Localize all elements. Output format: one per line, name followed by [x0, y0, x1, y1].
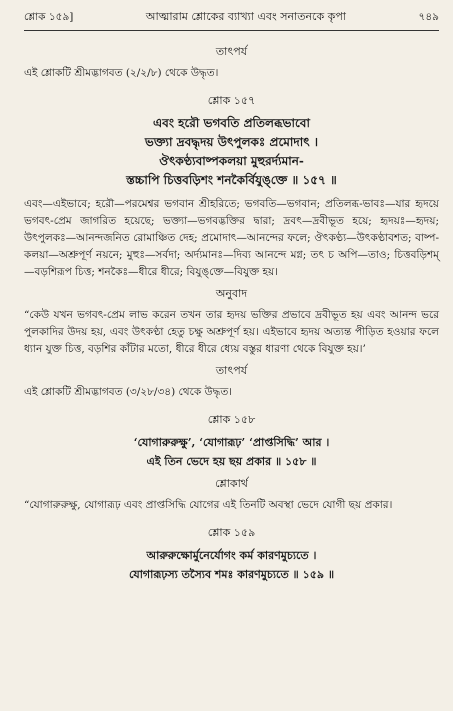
anubad-heading: অনুবাদ	[215, 287, 248, 300]
verse-157-section	[24, 92, 439, 401]
verse-157-line: স্তচ্চাপি চিত্তবড়িশং শনকৈর্বিযুঙ্‌ক্তে ॥ ১৫৭ ॥	[126, 173, 337, 187]
verse-159-line: যোগারূঢ়স্য তস্যৈব শমঃ কারণমুচ্যতে ॥ ১৫৯ ॥	[128, 568, 335, 581]
verse-157-line: ঔৎকণ্ঠ্যবাষ্পকলয়া মুহুরর্দ্যমান-	[159, 154, 304, 168]
verse-158-line: ‘যোগারুরুক্ষু’, ‘যোগারূঢ়’ ‘প্রাপ্তসিদ্ধি’ আর ।	[133, 436, 330, 449]
verse-158-section	[24, 411, 439, 514]
verse-159-heading: শ্লোক ১৫৯	[207, 526, 256, 539]
header-verse-ref: শ্লোক ১৫৯]	[24, 11, 74, 23]
verse-158-meaning: “যোগারুরুক্ষু, যোগারূঢ় এবং প্রাপ্তসিদ্ধি যোগের এই তিনটি অবস্থা ভেদে যোগী ছয় প্রকার।	[24, 499, 393, 511]
tatparya-section-1	[24, 43, 439, 82]
tatparya-text: এই শ্লোকটি শ্রীমদ্ভাগবত (২/২/৮) থেকে উদ্ধৃত।	[24, 67, 219, 79]
verse-157-heading: শ্লোক ১৫৭	[207, 94, 256, 107]
verse-159-section	[24, 524, 439, 584]
verse-158-heading: শ্লোক ১৫৮	[207, 413, 256, 426]
verse-157-translation: “কেউ যখন ভগবৎ-প্রেম লাভ করেন তখন তার হৃদয় ভক্তির প্রভাবে দ্রবীভূত হয় এবং আনন্দ ভরে পুলকাদির উদয় হয়, এবং উৎকণ্ঠা হেতু চক্ষু অশ্রুপূর্ণ হয়। এইভাবে হৃদয় অত্যন্ত পীড়িত হওয়ার ফলে ধ্যান যুক্ত চিত্ত, বড়শির কাঁটার মতো, ধীরে ধীরে ধ্যেয় বস্তুর ধারণা থেকে বিযুক্ত হয়।’	[24, 309, 439, 355]
verse-157-line: ভক্ত্যা দ্রবদ্ধৃদয় উৎপুলকঃ প্রমোদাৎ ।	[144, 135, 319, 149]
running-header	[24, 8, 439, 31]
header-title: আত্মারাম শ্লোকের ব্যাখ্যা এবং সনাতনকে কৃপা	[145, 10, 346, 23]
tatparya-heading: তাৎপর্য	[215, 45, 248, 58]
tatparya-heading: তাৎপর্য	[215, 364, 248, 377]
page-number: ৭৪৯	[418, 11, 439, 23]
verse-157-tatparya: এই শ্লোকটি শ্রীমদ্ভাগবত (৩/২৮/৩৪) থেকে উদ্ধৃত।	[24, 386, 233, 398]
verse-159-line: আরুরুক্ষোর্মুনের্যোগং কর্ম কারণমুচ্যতে ।	[146, 549, 317, 562]
verse-157-line: এবং হরৌ ভগবতি প্রতিলব্ধভাবো	[153, 116, 310, 130]
shlokartha-heading: শ্লোকার্থ	[215, 477, 248, 490]
verse-158-line: এই তিন ভেদে হয় ছয় প্রকার ॥ ১৫৮ ॥	[146, 455, 317, 468]
verse-157-synonyms: এবং—এইভাবে; হরৌ—পরমেশ্বর ভগবান শ্রীহরিতে; ভগবতি—ভগবান; প্রতিলব্ধ-ভাবঃ—যার হৃদয়ে ভগবৎ-প্রেম জাগরিত হয়েছে; ভক্ত্যা—ভগবদ্ভক্তির দ্বারা; দ্রবৎ—দ্রবীভূত হয়ে; হৃদয়ঃ—হৃদয়; উৎপুলকঃ—আনন্দজনিত রোমাঞ্চিত দেহ; প্রমোদাৎ—আনন্দের ফলে; ঔৎকণ্ঠ্য—উৎকণ্ঠাবশত; বাষ্প-কলয়া—অশ্রুপূর্ণ নয়নে; মুহুঃ—সর্বদা; অর্দ্যমানঃ—দিব্য আনন্দে মগ্ন; তৎ চ অপি—তাও; চিত্তবড়িশম্—বড়শিরূপ চিত্ত; শনকৈঃ—ধীরে ধীরে; বিযুঙ্‌ক্তে—বিযুক্ত হয়।	[24, 198, 439, 278]
